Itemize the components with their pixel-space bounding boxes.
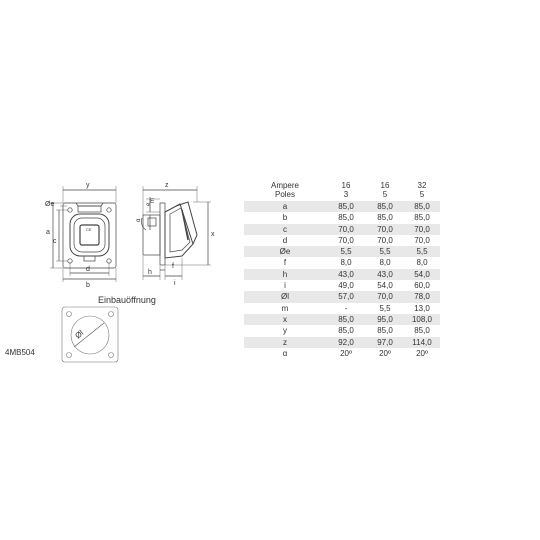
front-flange (63, 203, 116, 268)
side-back-box (143, 215, 160, 255)
dim-alpha-label: α (136, 218, 142, 222)
table-row: c 70,0 70,0 70,0 (244, 224, 440, 235)
table-row: Øe 5,5 5,5 5,5 (244, 246, 440, 257)
dim-i-label: i (174, 280, 176, 287)
front-lid-hinge (76, 203, 103, 206)
table-row: α 20º 20º 20º (282, 348, 428, 358)
side-back-tab (148, 218, 156, 226)
table-row: h 43,0 43,0 54,0 (244, 269, 440, 280)
dim-h-label: h (148, 269, 152, 276)
dim-y-label: y (86, 182, 90, 189)
table-row: x 85,0 95,0 108,0 (244, 314, 440, 325)
header-col-3: 32 5 (417, 181, 427, 199)
side-plate (160, 203, 165, 265)
ce-mark: CE (86, 227, 92, 232)
table-row: b 85,0 85,0 85,0 (282, 213, 430, 223)
cutout-hole-tl (67, 312, 72, 317)
cutout-hole-br (109, 353, 114, 358)
dim-c-label: c (53, 238, 57, 245)
dim-d-label: d (86, 266, 90, 273)
table-header (244, 181, 440, 201)
front-view (50, 186, 116, 282)
dim-z-label: z (165, 182, 169, 189)
dim-e-label: e (146, 202, 152, 206)
dim-oe-label: Øe (45, 201, 55, 208)
front-lower-tab (84, 256, 95, 261)
table-row: z 92,0 97,0 114,0 (244, 337, 440, 348)
front-hole-tl (68, 208, 72, 212)
header-col-1: 16 3 (341, 181, 351, 199)
header-col-2: 16 5 (380, 181, 390, 199)
front-lid-top (78, 206, 101, 212)
table-row: a 85,0 85,0 85,0 (244, 201, 440, 212)
table-row: y 85,0 85,0 85,0 (283, 326, 430, 336)
dim-b-label: b (86, 282, 90, 289)
cutout-hole-tr (109, 312, 114, 317)
table-row: f 8,0 8,0 8,0 (283, 258, 428, 268)
front-socket-body (70, 214, 109, 256)
dim-ol-label: Øl (73, 328, 86, 341)
dim-m-label: m (150, 198, 156, 203)
dimension-table (244, 181, 440, 359)
table-row: d 70,0 70,0 70,0 (282, 235, 430, 245)
table-row: i 49,0 54,0 60,0 (284, 281, 430, 291)
dim-f-label: f (172, 263, 174, 270)
front-hole-tr (107, 208, 111, 212)
side-angled-inner (170, 208, 190, 252)
dim-a-label: a (46, 229, 50, 236)
table-row: Øl 57,0 70,0 78,0 (244, 291, 440, 302)
product-code: 4MB504 (5, 348, 35, 357)
cutout-title: Einbauöffnung (98, 295, 156, 305)
header-label: Ampere Poles (270, 181, 299, 199)
dim-x-label: x (211, 231, 215, 238)
cutout-view (62, 307, 118, 362)
table-row: m - 5,5 13,0 (281, 303, 430, 313)
side-angled-body (165, 204, 193, 258)
front-socket-inner (74, 218, 105, 252)
cutout-hole-bl (67, 353, 72, 358)
